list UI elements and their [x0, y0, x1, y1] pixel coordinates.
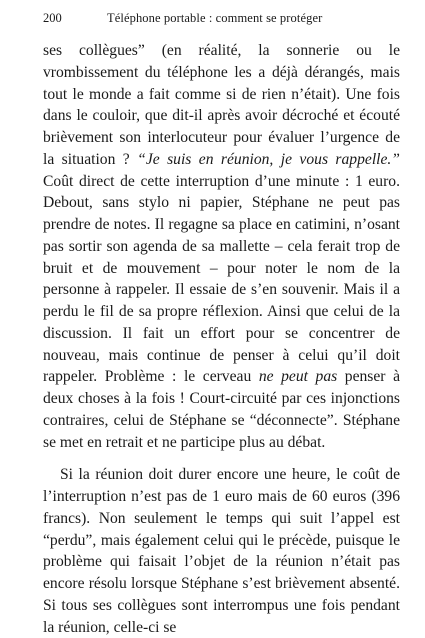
paragraph-1-segment-3: penser à deux choses à la fois ! Court-circuité par ces injonctions contraires, celui de Stéphane se “déconnecte”. Stéphane se met en retrait et ne participe plus au débat.	[43, 368, 400, 451]
paragraph-1-segment-1: ses collègues” (en réalité, la sonnerie ou le vrombissement du téléphone les a déjà dérangés, mais tout le monde a fait comme si de rien n’était). Une fois dans le couloir, que dit-il après avoir décroché et écouté brièvement son interlocuteur pour évaluer l’urgence de la situation ?	[43, 42, 400, 168]
running-title: Téléphone portable : comment se protéger	[107, 11, 323, 25]
running-head	[43, 8, 400, 28]
paragraph-1	[43, 40, 400, 453]
paragraph-1-emphasis-italic: ne peut pas	[258, 368, 338, 386]
paragraph-1-quote-italic: “Je suis en réunion, je vous rappelle.”	[137, 150, 400, 168]
paragraph-1-segment-2: Coût direct de cette interruption d’une minute : 1 euro. Debout, sans stylo ni papier, Stéphane ne peut pas prendre de notes. Il regagne sa place en catimini, n’osant pas sortir son agenda de sa mallette – cela ferait trop de bruit et de mouvement – pour noter le nom de la personne à rappeler. Il essaie de s’en souvenir. Mais il a perdu le fil de sa propre réflexion. Ainsi que celui de la discussion. Il fait un effort pour se concentrer de nouveau, mais continue de penser à celui qu’il doit rappeler. Problème : le cerveau	[43, 172, 400, 386]
page-number: 200	[43, 11, 62, 25]
body-text	[43, 40, 400, 638]
paragraph-2: Si la réunion doit durer encore une heure, le coût de l’interruption n’est pas de 1 euro mais de 60 euros (396 francs). Non seulement le temps qui suit l’appel est “perdu”, mais également celui qui le précède, puisque le problème qui faisait l’objet de la réunion n’était pas encore résolu lorsque Stéphane s’est brièvement absenté. Si tous ses collègues sont interrompus une fois pendant la réunion, celle-ci se	[43, 466, 400, 636]
